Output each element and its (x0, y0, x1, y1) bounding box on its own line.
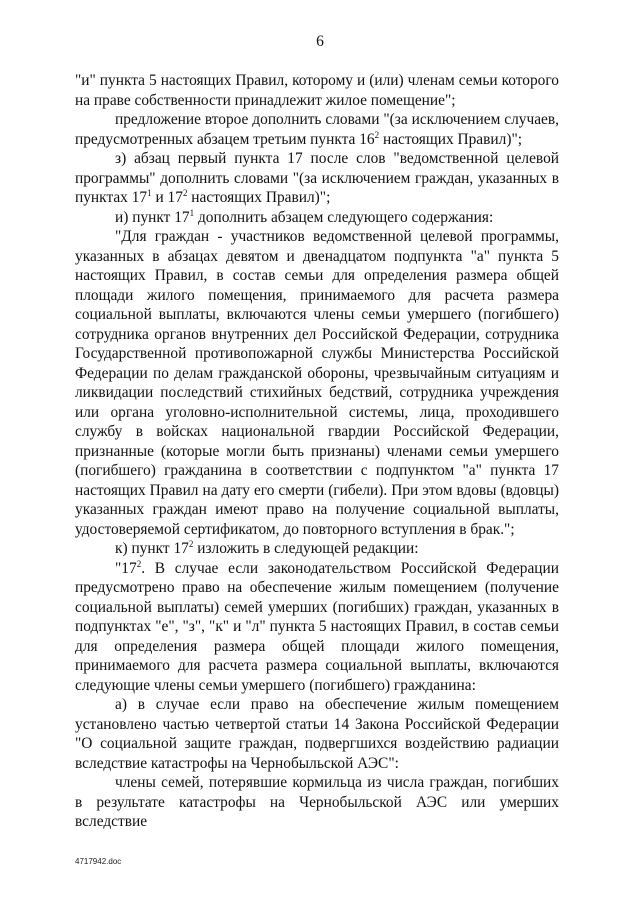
paragraph (75, 110, 559, 149)
paragraph (75, 208, 559, 228)
file-name-footer: 4717942.doc (75, 857, 122, 866)
paragraph-text: к) пункт 17 (115, 540, 189, 557)
paragraph-text: члены семей, потерявшие кормильца из числа граждан, погибших в результате катастрофы на Чернобыльской АЭС или умерших вследствие (75, 774, 559, 830)
page-number: 6 (316, 33, 324, 50)
superscript-index: 2 (188, 539, 194, 549)
paragraph (75, 71, 559, 110)
paragraph (75, 559, 559, 696)
paragraph-text: настоящих Правил)"; (379, 130, 522, 148)
paragraph (75, 227, 559, 539)
paragraph-text: дополнить абзацем следующего содержания: (194, 208, 494, 226)
paragraph (75, 539, 559, 559)
paragraph-text: и 17 (151, 189, 183, 206)
superscript-index: 2 (182, 188, 188, 198)
paragraph-text: "и" пункта 5 настоящих Правил, которому и (или) членам семьи которого на праве собственности принадлежит жилое помещение"; (75, 72, 559, 109)
superscript-index: 2 (136, 558, 142, 569)
superscript-index: 1 (147, 188, 152, 198)
paragraph-text: настоящих Правил)"; (187, 189, 331, 206)
paragraph (75, 773, 559, 832)
superscript-index: 2 (374, 129, 380, 140)
paragraph (75, 149, 559, 208)
superscript-index: 1 (189, 207, 195, 218)
paragraph-text: з) абзац первый пункта 17 после слов "ведомственной целевой программы" дополнить словами "(за исключением граждан, указанных в пунктах 17 (75, 150, 559, 206)
paragraph-text: "Для граждан - участников ведомственной целевой программы, указанных в абзацах девятом и двенадцатом подпункта "а" пункта 5 настоящих Правил, в состав семьи для определения размера общей площади жилого помещения, принимаемого для расчета размера социальной выплаты, включаются члены семьи умершего (погибшего) сотрудника органов внутренних дел Российской Федерации, сотрудника Государственной противопожарной службы Министерства Российской Федерации по делам гражданской обороны, чрезвычайным ситуациям и ликвидации последствий стихийных бедствий, сотрудника учреждения или органа уголовно-исполнительной системы, лица, проходившего службу в войсках национальной гвардии Российской Федерации, признанные (которые могли быть признаны) членами семьи умершего (погибшего) гражданина в соответствии с подпунктом "а" пункта 17 настоящих Правил на дату его смерти (гибели). При этом вдовы (вдовцы) указанных граждан имеют право на получение социальной выплаты, удостоверяемой сертификатом, до повторного вступления в брак."; (75, 228, 559, 538)
paragraph (75, 695, 559, 773)
paragraph-text: предложение второе дополнить словами "(за исключением случаев, предусмотренных абзацем третьим пункта 16 (75, 111, 559, 148)
paragraph-text: "17 (115, 559, 137, 577)
paragraph-text: изложить в следующей редакции: (193, 540, 419, 557)
paragraph-text: . В случае если законодательством Российской Федерации предусмотрено право на обеспечение жилым помещением (получение социальной выплаты) семей умерших (погибших) граждан, указанных в подпунктах "е", "з", "к" и "л" пункта 5 настоящих Правил, в состав семьи для определения размера общей площади жилого помещения, принимаемого для расчета размера социальной выплаты, включаются следующие члены семьи умершего (погибшего) гражданина: (75, 559, 559, 694)
paragraph-text: и) пункт 17 (115, 208, 190, 226)
document-body (75, 71, 559, 832)
paragraph-text: а) в случае если право на обеспечение жилым помещением установлено частью четвертой статьи 14 Закона Российской Федерации "О социальной защите граждан, подвергшихся воздействию радиации вследствие катастрофы на Чернобыльской АЭС": (75, 696, 559, 772)
